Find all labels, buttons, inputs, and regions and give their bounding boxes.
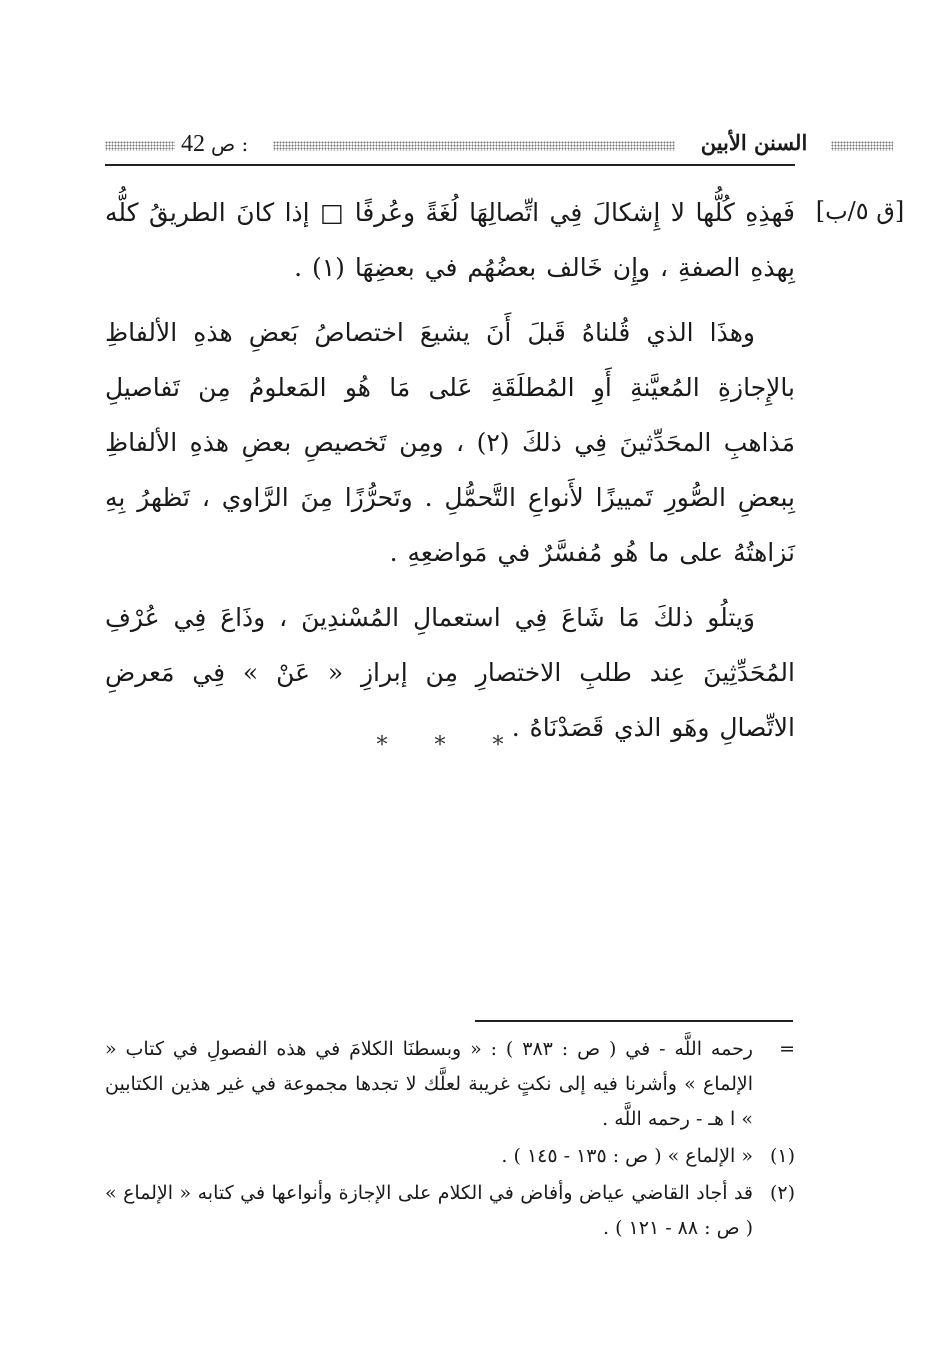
manuscript-folio-reference: [ق ٥/ب]: [815, 197, 905, 225]
section-separator: * * *: [376, 733, 524, 758]
header-dot-fill-middle: [273, 141, 675, 151]
header-rule: [105, 164, 795, 166]
header-dot-fill-right: [831, 141, 893, 151]
page-number-block: [181, 128, 248, 160]
footnote-2: [105, 1176, 795, 1246]
footnote-mark: =: [779, 1038, 795, 1060]
footnote-mark: (١): [769, 1145, 795, 1167]
footnotes: [105, 1032, 795, 1248]
paragraph-3: وَيتلُو ذلكَ مَا شَاعَ فِي استعمالِ المُسْندِينَ ، وذَاعَ فِي عُرْفِ المُحَدِّثِينَ عِند طلبِ الاختصارِ مِن إبرازِ « عَنْ » فِي مَعرضِ الاتِّصالِ وهَو الذي قَصَدْنَاهُ .: [105, 603, 795, 742]
page-label: ص :: [211, 132, 249, 156]
page-number: 42: [181, 130, 205, 157]
header-dot-fill-left: [105, 141, 175, 151]
footnote-mark: (٢): [769, 1182, 795, 1204]
footnote-text: « الإلماع » ( ص : ١٣٥ - ١٤٥ ) .: [501, 1145, 753, 1167]
paragraph-1: فَهذِهِ كُلُّها لا إِشكالَ فِي اتِّصالِهَا لُغَةً وعُرفًا □ إذا كانَ الطريقُ كلُّه بِهذهِ الصفةِ ، وإِن خَالف بعضُهُم في بعضِهَا (١) .: [105, 198, 795, 282]
footnote-text: رحمه اللَّه - في ( ص : ٣٨٣ ) : « وبسطنَا الكلامَ في هذه الفصولِ في كتاب « الإلماع » وأشرنا فيه إلى نكتٍ غريبة لعلَّك لا تجدها مجموعة في غير هذين الكتابين » ا هـ - رحمه اللَّه .: [105, 1038, 753, 1130]
paragraph-2: وهذَا الذي قُلناهُ قَبلَ أَنَ يشيعَ اختصاصُ بَعضِ هذهِ الألفاظِ بالإِجازةِ المُعيَّنةِ أَوِ المُطلَقَةِ عَلى مَا هُو المَعلومُ مِن تَفاصيلِ مَذاهبِ المحَدِّثينَ فِي ذلكَ (٢) ، ومِن تَخصيصِ بعضِ هذهِ الألفاظِ بِبعضِ الصُّورِ تَمييزًا لأَنواعِ التَّحمُّلِ . وتَحرُّزًا مِنَ الرَّاوي ، تَظهرُ بِهِ نَزاهتُهُ على ما هُو مُفسَّرٌ في مَواضعِهِ .: [105, 318, 796, 567]
running-header: [105, 128, 808, 168]
book-title: السنن الأبين: [700, 130, 808, 155]
footnote-text: قد أجاد القاضي عياض وأفاض في الكلام على الإجازة وأنواعها في كتابه « الإلماع » ( ص : ٨٨ - ١٢١ ) .: [105, 1182, 753, 1239]
footnote-rule: [475, 1020, 793, 1022]
main-text: [105, 185, 795, 765]
footnote-continued: [105, 1032, 795, 1137]
footnote-1: [105, 1139, 795, 1174]
